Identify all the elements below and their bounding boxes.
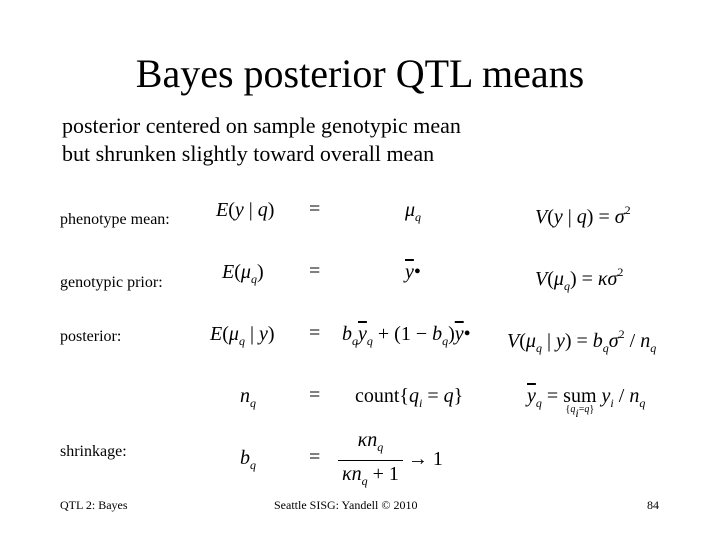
- equals-sign: =: [309, 322, 321, 344]
- footer-credit: Seattle SISG: Yandell © 2010: [274, 498, 418, 512]
- formula-b-q: $b_q$: [240, 447, 256, 472]
- formula-prior-variance: $V(\mu_q) = \kappa\sigma^2$: [535, 265, 624, 293]
- label-shrinkage: shrinkage:: [60, 443, 127, 460]
- bullet-line-1: posterior centered on sample genotypic mean: [62, 113, 461, 138]
- formula-posterior-expectation: $E(\mu_q$ | y): [210, 323, 275, 348]
- page-number: 84: [647, 498, 659, 512]
- formula-shrinkage-fraction: $\frac{\kappa n_q}{\kappa n_q + 1}$ → 1: [338, 428, 443, 493]
- label-phenotype-mean: phenotype mean:: [60, 211, 170, 228]
- footer-course: QTL 2: Bayes: [60, 498, 128, 512]
- formula-phenotype-variance: V(y | $q) = \sigma^2$: [535, 203, 631, 228]
- formula-sample-mean: $\overline{y}_q$ = sum $\{q_i=q\}$ $y_i / n_q$: [527, 385, 646, 420]
- formula-overall-mean: $\overline{y}•$: [405, 261, 421, 283]
- equals-sign: =: [309, 198, 321, 220]
- formula-mu-q: $\mu_q$: [405, 199, 422, 224]
- equals-sign: =: [309, 446, 321, 468]
- slide-title: Bayes posterior QTL means: [135, 51, 585, 96]
- label-posterior: posterior:: [60, 328, 122, 345]
- equals-sign: =: [309, 260, 321, 282]
- formula-n-q: $n_q$: [240, 385, 256, 410]
- formula-posterior-mean: $b_q\overline{y}_q + (1$ − $b_q)\overline{y}•$: [342, 323, 471, 348]
- formula-posterior-variance: $V(\mu_q$ | $y) = b_q\sigma^2 / n_q$: [507, 327, 657, 355]
- bullet-line-2: but shrunken slightly toward overall mean: [62, 141, 435, 166]
- label-genotypic-prior: genotypic prior:: [60, 274, 163, 291]
- formula-phenotype-expectation: E(y | q): [216, 199, 275, 221]
- equals-sign: =: [309, 384, 321, 406]
- formula-prior-expectation: $E(\mu_q)$: [222, 261, 264, 286]
- formula-count: $count\{q_i = q\}$: [355, 385, 464, 410]
